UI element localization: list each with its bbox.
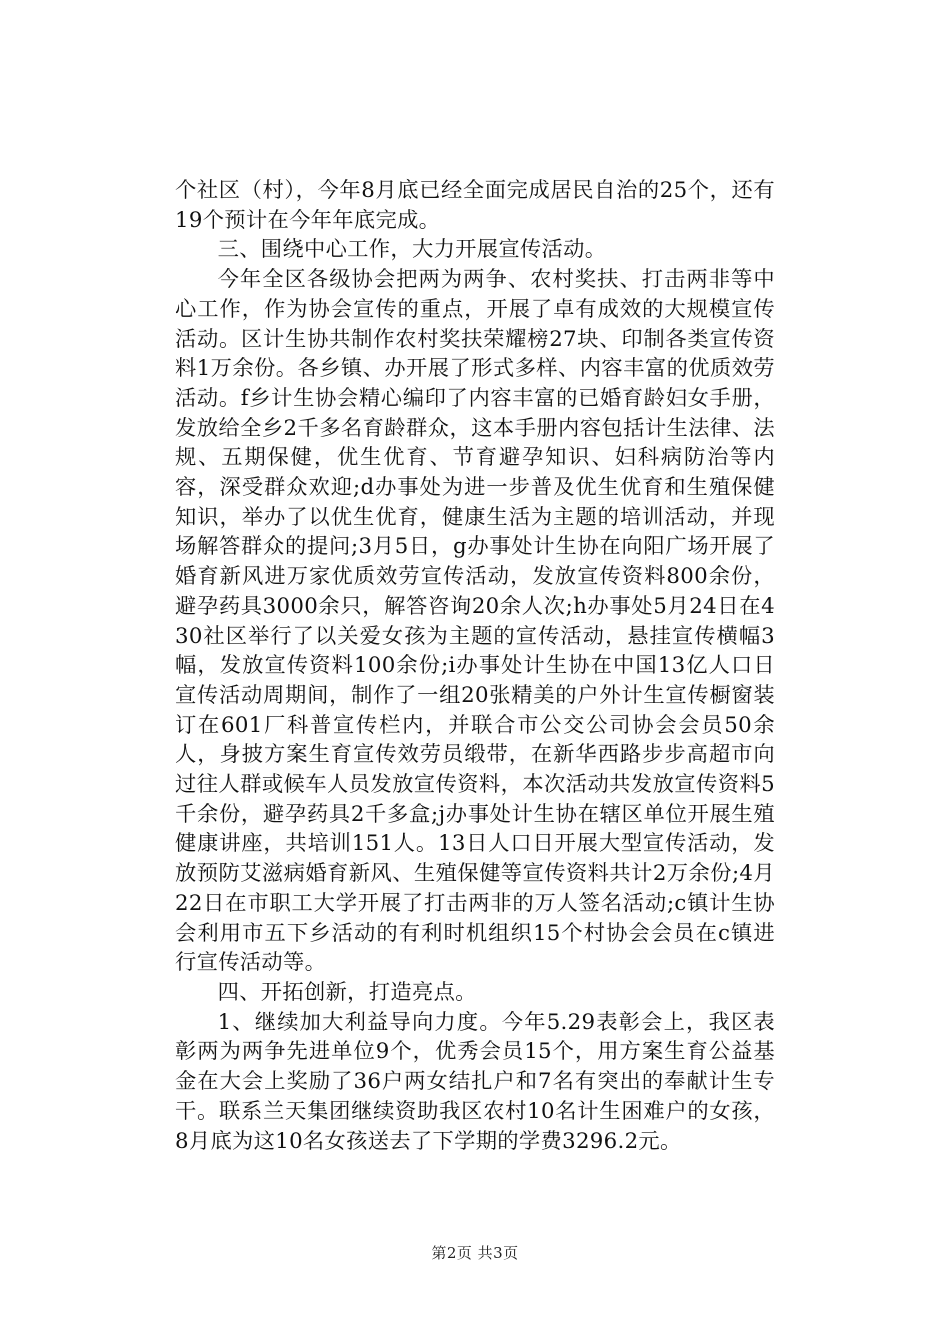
- section-heading-4: 四、开拓创新，打造亮点。: [217, 979, 477, 1005]
- paragraph-incentives: 1、继续加大利益导向力度。今年5.29表彰会上，我区表彰两为两争先进单位9个，优秀会员15个，用方案生育公益基金在大会上奖励了36户两女结扎户和7名有突出的奉献计生专干。联系兰天集团继续资助我区农村10名计生困难户的女孩，8月底为这10名女孩送去了下学期的学费3296.2元。: [175, 1009, 775, 1154]
- paragraph-publicity: 今年全区各级协会把两为两争、农村奖扶、打击两非等中心工作，作为协会宣传的重点，开展了卓有成效的大规模宣传活动。区计生协共制作农村奖扶荣耀榜27块、印制各类宣传资料1万余份。各乡镇、办开展了形式多样、内容丰富的优质效劳活动。f乡计生协会精心编印了内容丰富的已婚育龄妇女手册，发放给全乡2千多名育龄群众，这本手册内容包括计生法律、法规、五期保健，优生优育、节育避孕知识、妇科病防治等内容，深受群众欢迎;d办事处为进一步普及优生优育和生殖保健知识，举办了以优生优育，健康生活为主题的培训活动，并现场解答群众的提问;3月5日，g办事处计生协在向阳广场开展了婚育新风进万家优质效劳宣传活动，发放宣传资料800余份，避孕药具3000余只，解答咨询20余人次;h办事处5月24日在430社区举行了以关爱女孩为主题的宣传活动，悬挂宣传横幅3幅，发放宣传资料100余份;i办事处计生协在中国13亿人口日宣传活动周期间，制作了一组20张精美的户外计生宣传橱窗装订在601厂科普宣传栏内，并联合市公交公司协会会员50余人，身披方案生育宣传效劳员缎带，在新华西路步步高超市向过往人群或候车人员发放宣传资料，本次活动共发放宣传资料5千余份，避孕药具2千多盒;j办事处计生协在辖区单位开展生殖健康讲座，共培训151人。13日人口日开展大型宣传活动，发放预防艾滋病婚育新风、生殖保健等宣传资料共计2万余份;4月22日在市职工大学开展了打击两非的万人签名活动;c镇计生协会利用市五下乡活动的有利时机组织15个村协会会员在c镇进行宣传活动等。: [175, 267, 775, 976]
- section-heading-3: 三、围绕中心工作，大力开展宣传活动。: [217, 237, 607, 263]
- document-body: [175, 176, 775, 1156]
- paragraph-continuation: 个社区（村），今年8月底已经全面完成居民自治的25个，还有19个预计在今年年底完成。: [175, 178, 775, 233]
- page-footer: 第2页 共3页: [431, 1244, 519, 1262]
